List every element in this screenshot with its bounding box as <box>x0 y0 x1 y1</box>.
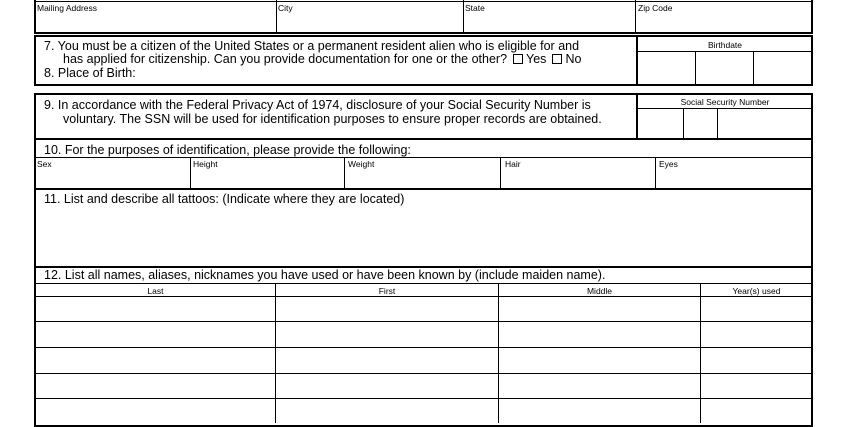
mailing-address-label: Mailing Address <box>37 3 98 13</box>
zip-code-field[interactable] <box>635 14 811 32</box>
col-last-label: Last <box>147 286 164 296</box>
q7-question: has applied for citizenship. Can you provide documentation for one or the other? <box>63 52 508 66</box>
q8-text: 8. Place of Birth: <box>44 66 136 80</box>
tattoos-field[interactable] <box>37 208 810 265</box>
height-field[interactable] <box>191 170 343 188</box>
hair-field[interactable] <box>501 170 654 188</box>
eyes-label: Eyes <box>659 159 678 169</box>
height-label: Height <box>193 159 218 169</box>
q7-text-line2 <box>63 52 581 66</box>
birthdate-day-field[interactable] <box>696 52 752 84</box>
ssn-part3-field[interactable] <box>718 109 811 138</box>
no-checkbox[interactable] <box>552 54 562 64</box>
yes-label: Yes <box>526 52 547 66</box>
q11-text: 11. List and describe all tattoos: (Indicate where they are located) <box>44 192 405 206</box>
ssn-part1-field[interactable] <box>638 109 682 138</box>
ssn-part2-field[interactable] <box>684 109 716 138</box>
weight-label: Weight <box>348 159 375 169</box>
state-label: State <box>465 3 485 13</box>
zip-code-label: Zip Code <box>638 3 673 13</box>
q10-text: 10. For the purposes of identification, please provide the following: <box>44 143 411 157</box>
col-years-label: Year(s) used <box>732 286 781 296</box>
no-label: No <box>565 52 582 66</box>
names-table-row[interactable] <box>36 297 812 321</box>
ssn-label: Social Security Number <box>680 97 770 107</box>
q12-text: 12. List all names, aliases, nicknames you have used or have been known by (include maiden name). <box>44 268 606 282</box>
col-middle-label: Middle <box>586 286 613 296</box>
weight-field[interactable] <box>345 170 499 188</box>
birthdate-year-field[interactable] <box>754 52 811 84</box>
birthdate-label: Birthdate <box>707 40 743 50</box>
state-field[interactable] <box>463 14 633 32</box>
city-label: City <box>278 3 293 13</box>
names-table-row[interactable] <box>36 374 812 398</box>
birthdate-month-field[interactable] <box>638 52 694 84</box>
col-first-label: First <box>378 286 396 296</box>
place-of-birth-field[interactable] <box>160 66 630 82</box>
yes-checkbox[interactable] <box>513 54 523 64</box>
sex-field[interactable] <box>36 170 189 188</box>
names-table-row[interactable] <box>36 322 812 347</box>
q9-text-line2: voluntary. The SSN will be used for identification purposes to ensure proper records are obtained. <box>63 112 602 126</box>
q9-text-line1: 9. In accordance with the Federal Privacy Act of 1974, disclosure of your Social Security Number is <box>44 98 591 112</box>
sex-label: Sex <box>37 159 52 169</box>
mailing-address-field[interactable] <box>36 14 274 32</box>
city-field[interactable] <box>276 14 461 32</box>
names-table-row[interactable] <box>36 399 812 423</box>
q7-text-line1: 7. You must be a citizen of the United States or a permanent resident alien who is eligible for and <box>44 39 580 53</box>
names-table-row[interactable] <box>36 348 812 373</box>
hair-label: Hair <box>505 159 521 169</box>
eyes-field[interactable] <box>656 170 811 188</box>
